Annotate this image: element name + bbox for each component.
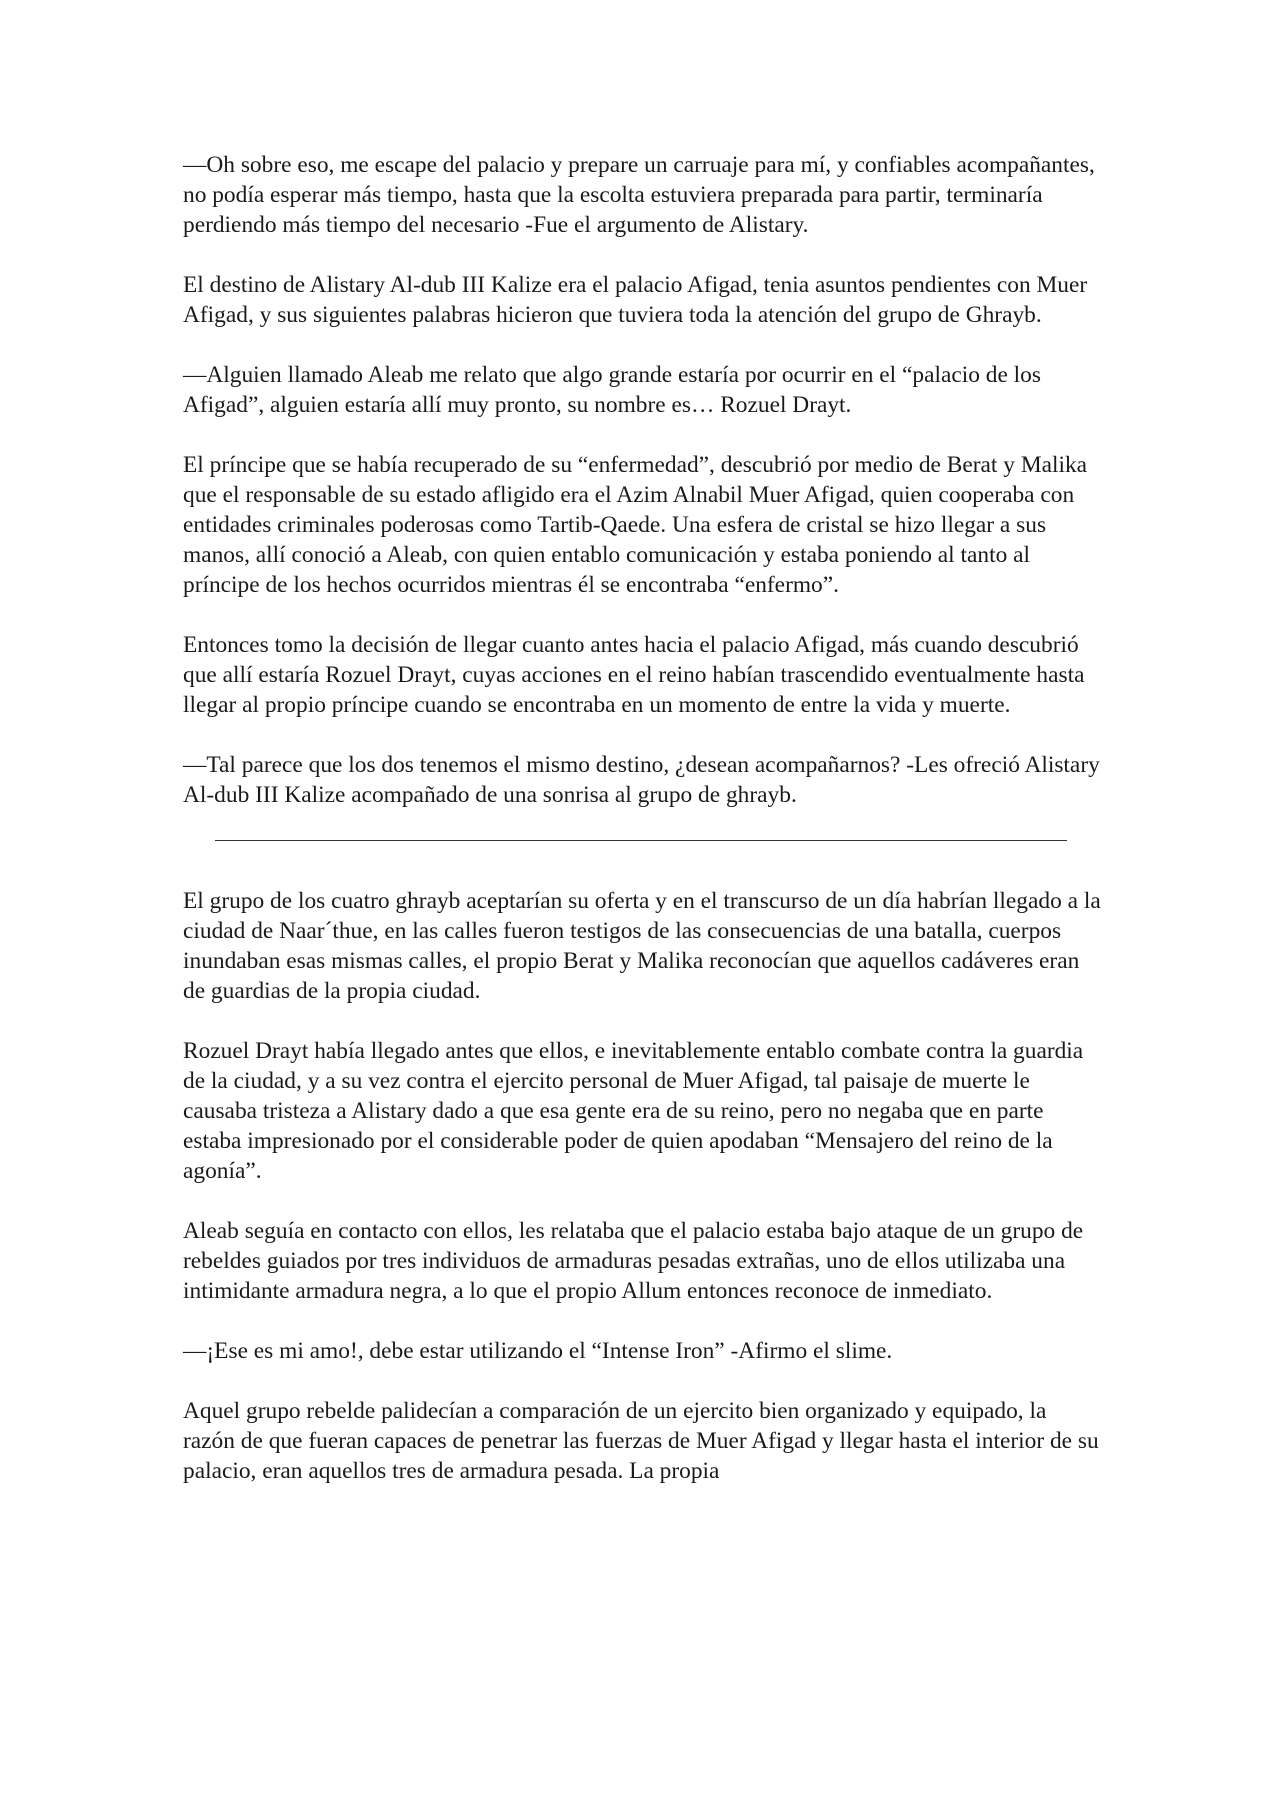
paragraph: El príncipe que se había recuperado de su “enfermedad”, descubrió por medio de Berat y Malika que el responsable de su estado afligido era el Azim Alnabil Muer Afigad, quien cooperaba con entidades criminales poderosas como Tartib-Qaede. Una esfera de cristal se hizo llegar a sus manos, allí conoció a Aleab, con quien entablo comunicación y estaba poniendo al tanto al príncipe de los hechos ocurridos mientras él se encontraba “enfermo”. [183, 452, 1088, 598]
paragraph: El destino de Alistary Al-dub III Kalize era el palacio Afigad, tenia asuntos pendientes con Muer Afigad, y sus siguientes palabras hicieron que tuviera toda la atención del grupo de Ghrayb. [183, 272, 1088, 328]
section-divider [215, 840, 1067, 841]
paragraph: Entonces tomo la decisión de llegar cuanto antes hacia el palacio Afigad, más cuando descubrió que allí estaría Rozuel Drayt, cuyas acciones en el reino habían trascendido eventualmente hasta llegar al propio príncipe cuando se encontraba en un momento de entre la vida y muerte. [183, 632, 1085, 718]
paragraph: —Oh sobre eso, me escape del palacio y prepare un carruaje para mí, y confiables acompañantes, no podía esperar más tiempo, hasta que la escolta estuviera preparada para partir, terminaría perdiendo más tiempo del necesario -Fue el argumento de Alistary. [183, 152, 1095, 238]
paragraph: —Alguien llamado Aleab me relato que algo grande estaría por ocurrir en el “palacio de los Afigad”, alguien estaría allí muy pronto, su nombre es… Rozuel Drayt. [183, 362, 1041, 418]
paragraph: —Tal parece que los dos tenemos el mismo destino, ¿desean acompañarnos? -Les ofreció Alistary Al-dub III Kalize acompañado de una sonrisa al grupo de ghrayb. [183, 752, 1100, 808]
paragraph: Aquel grupo rebelde palidecían a comparación de un ejercito bien organizado y equipado, la razón de que fueran capaces de penetrar las fuerzas de Muer Afigad y llegar hasta el interior de su palacio, eran aquellos tres de armadura pesada. La propia [183, 1398, 1099, 1484]
paragraph: Aleab seguía en contacto con ellos, les relataba que el palacio estaba bajo ataque de un grupo de rebeldes guiados por tres individuos de armaduras pesadas extrañas, uno de ellos utilizaba una intimidante armadura negra, a lo que el propio Allum entonces reconoce de inmediato. [183, 1218, 1084, 1304]
document-page [183, 150, 1103, 1486]
paragraph: Rozuel Drayt había llegado antes que ellos, e inevitablemente entablo combate contra la guardia de la ciudad, y a su vez contra el ejercito personal de Muer Afigad, tal paisaje de muerte le causaba tristeza a Alistary dado a que esa gente era de su reino, pero no negaba que en parte estaba impresionado por el considerable poder de quien apodaban “Mensajero del reino de la agonía”. [183, 1038, 1084, 1184]
paragraph: —¡Ese es mi amo!, debe estar utilizando el “Intense Iron” -Afirmo el slime. [183, 1338, 893, 1364]
paragraph: El grupo de los cuatro ghrayb aceptarían su oferta y en el transcurso de un día habrían llegado a la ciudad de Naar´thue, en las calles fueron testigos de las consecuencias de una batalla, cuerpos inundaban esas mismas calles, el propio Berat y Malika reconocían que aquellos cadáveres eran de guardias de la propia ciudad. [183, 888, 1101, 1004]
